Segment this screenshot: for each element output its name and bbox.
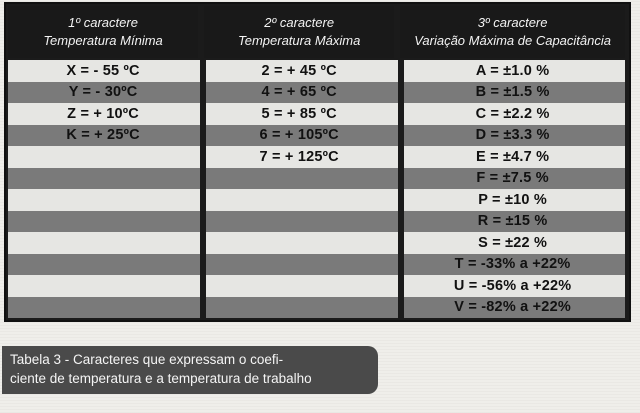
cell-capacitance: U = -56% a +22% [453,277,572,294]
table-row [8,232,625,254]
cell-min-temp [8,254,198,276]
cell-max-temp [204,211,394,233]
table-header [8,6,625,58]
column-divider [200,60,206,318]
header-col-2 [204,6,394,58]
cell-min-temp [8,232,198,254]
table-row [8,146,625,168]
header-col-2-line-2: Temperatura Máxima [237,33,361,48]
header-col-3 [400,6,625,58]
cell-min-temp [8,146,198,168]
cell-capacitance: P = ±10 % [478,191,547,208]
cell-min-temp: K = + 25ºC [66,127,140,144]
cell-capacitance: B = ±1.5 % [475,84,550,101]
cell-min-temp: Y = - 30ºC [68,84,138,101]
cell-capacitance: C = ±2.2 % [475,105,550,122]
cell-capacitance: F = ±7.5 % [476,170,549,187]
column-divider [398,60,404,318]
cell-min-temp [8,168,198,190]
table-row [8,103,625,125]
header-col-1 [8,6,198,58]
cell-capacitance: T = -33% a +22% [454,256,571,273]
cell-max-temp: 2 = + 45 ºC [261,62,337,79]
cell-capacitance: E = ±4.7 % [475,148,550,165]
cell-min-temp [8,211,198,233]
cell-capacitance: D = ±3.3 % [475,127,550,144]
cell-min-temp [8,297,198,319]
header-col-3-line-1: 3º caractere [477,15,548,30]
cell-min-temp: Z = + 10ºC [67,105,139,122]
cell-max-temp [204,232,394,254]
header-col-1-line-1: 1º caractere [68,15,138,30]
cell-capacitance: S = ±22 % [478,234,548,251]
table-row [8,297,625,319]
caption-line-1: Tabela 3 - Caracteres que expressam o coefi- [10,352,284,367]
cell-max-temp: 4 = + 65 ºC [261,84,337,101]
cell-max-temp [204,254,394,276]
header-col-3-line-2: Variação Máxima de Capacitância [414,33,611,48]
cell-min-temp [8,189,198,211]
cell-max-temp [204,275,394,297]
caption-line-2: ciente de temperatura e a temperatura de trabalho [10,371,312,386]
cell-min-temp: X = - 55 ºC [66,62,140,79]
cell-max-temp [204,189,394,211]
cell-capacitance: R = ±15 % [477,213,548,230]
table-row [8,189,625,211]
table-row [8,60,625,82]
table-body [8,60,625,318]
cell-max-temp [204,297,394,319]
table-row [8,82,625,104]
cell-capacitance: A = ±1.0 % [475,62,550,79]
table-row [8,275,625,297]
cell-max-temp: 5 = + 85 ºC [261,105,337,122]
table-caption [2,346,378,394]
header-col-2-line-1: 2º caractere [264,15,335,30]
table-row [8,254,625,276]
header-col-1-line-2: Temperatura Mínima [43,33,163,48]
cell-min-temp [8,275,198,297]
cell-max-temp: 6 = + 105ºC [259,127,339,144]
cell-max-temp: 7 = + 125ºC [259,148,339,165]
table-row [8,168,625,190]
table-row [8,211,625,233]
cell-capacitance: V = -82% a +22% [454,299,571,316]
table-row [8,125,625,147]
cell-max-temp [204,168,394,190]
